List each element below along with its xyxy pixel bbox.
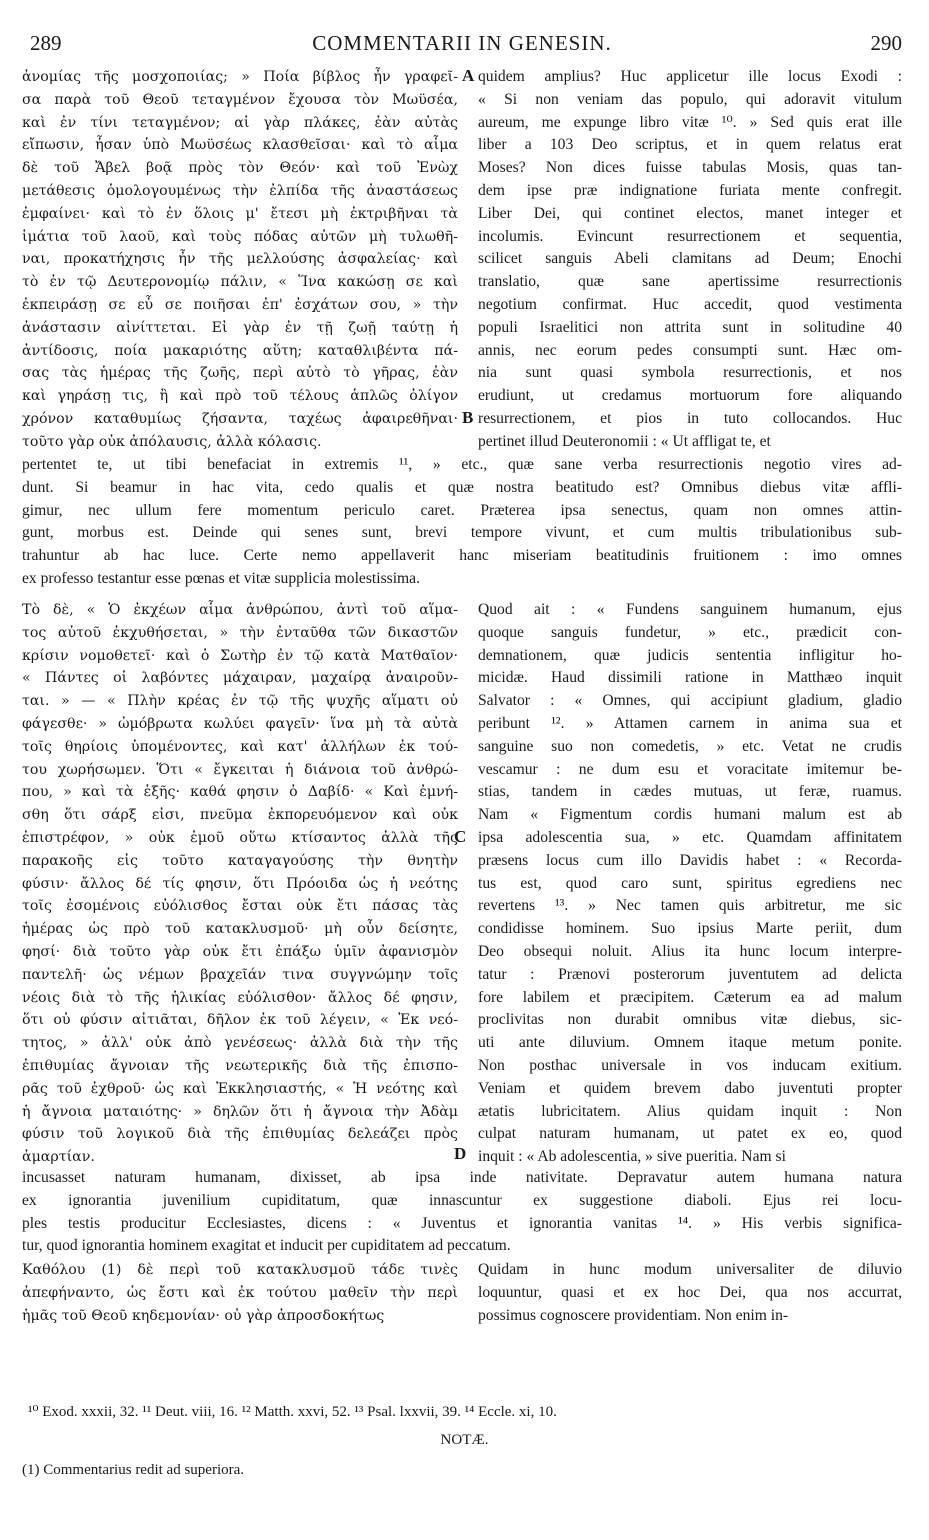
text-line: Deo obsequi noluit. Alius ita hunc locum interpre- [478, 942, 902, 960]
text-line: Moses? Non dices fuisse tabulas Mosis, quas tan- [478, 159, 902, 177]
text-line: ex ignorantia juvenilium cupiditatum, quæ innascuntur ex suggestione diaboli. Ejus rei locu- [22, 1191, 902, 1209]
text-line: liber a 103 Deo scriptus, et in quem relatus erat [478, 136, 902, 154]
text-line: Liber Dei, qui continet electos, manet integer et [478, 204, 902, 222]
text-line: τοῖς ἐσομένοις εὐόλισθος ἔσται οὐκ ἔτι πάσας τὰς [22, 898, 458, 915]
text-line: « Si non veniam das populo, qui adoravit vitulum [478, 90, 902, 108]
text-line: quidem amplius? Huc applicetur ille locus Exodi : [478, 68, 902, 85]
text-line: annis, nec eorum pedes consumpti sunt. Hæc om- [478, 341, 902, 359]
text-line: τητος, » ἀλλ' οὐκ ἀπὸ γενέσεως· ἀλλὰ διὰ τὴν τῆς [22, 1035, 458, 1052]
greek-column-3 [22, 1259, 458, 1327]
text-line: quoque sanguis fundetur, » etc., prædicit con- [478, 623, 902, 641]
text-line: ται. » — « Πλὴν κρέας ἐν τῷ τῆς ψυχῆς αἵματι οὐ [22, 693, 458, 710]
text-line: καὶ γηράσῃ τις, ἢ καὶ πρὸ τοῦ τέλους ἁπλῶς ὀλίγον [22, 388, 458, 405]
notae-heading: NOTÆ. [440, 1432, 489, 1448]
text-line: μετάθεσις ὁμολογουμένως τὴν ἐλπίδα τῆς ἀναστάσεως [22, 182, 458, 199]
text-line: peribunt ¹². » Attamen carnem in anima sua et [478, 714, 902, 732]
text-line: translatio, quæ sane apertissime resurrectionis [478, 273, 902, 291]
full-width-paragraph-1 [22, 454, 902, 591]
text-line: micidæ. Haud dissimili ratione in Matthæo inquit [478, 669, 902, 687]
text-line: ἀντίδοσις, ποία μακαριότης αὕτη; καταθλιβέντα πά- [22, 342, 458, 359]
text-line: τὸ ἐν τῷ Δευτερονομίῳ πάλιν, « Ἵνα κακώσῃ σε καὶ [22, 274, 458, 291]
text-line: Quidam in hunc modum universaliter de diluvio [478, 1261, 902, 1278]
text-line: χρόνον καταθυμίως ζήσαντα, ταχέως ἀφαιρεθῆναι· [22, 410, 458, 427]
greek-column-2 [22, 599, 458, 1169]
text-line: culpat naturam humanam, ut patet ex eo, quod [478, 1125, 902, 1143]
text-line: ἡ ἄγνοια ματαιότης· » δηλῶν ὅτι ἡ ἄγνοια τὴν Ἀδὰμ [22, 1103, 458, 1120]
text-line: « Πάντες οἱ λαβόντες μάχαιραν, μαχαίρᾳ ἀναιροῦν- [22, 670, 458, 687]
text-line: τοῖς θηρίοις ὑπομένοντες, καὶ κατ' ἀλλήλων ἐκ τού- [22, 738, 458, 755]
text-line: Salvator : « Omnes, qui accipiunt gladium, gladio [478, 692, 902, 710]
latin-column-1 [478, 66, 902, 454]
text-line: νέοις διὰ τὸ τῆς ἡλικίας εὐόλισθον· ἄλλος δέ φησιν, [22, 989, 458, 1006]
footnotes: ¹⁰ Exod. xxxii, 32. ¹¹ Deut. viii, 16. ¹² Matth. xxvi, 52. ¹³ Psal. lxxvii, 39. ¹⁴ Eccle. xi, 10. [28, 1404, 557, 1420]
margin-marker-b: B [462, 408, 474, 427]
text-line: που, » καὶ τὰ ἑξῆς· καθά φησιν ὁ Δαβίδ· « Καὶ ἐμνή- [22, 784, 458, 801]
text-line: παρακοῆς εἰς τοῦτο καταγαγούσης τὴν θνητὴν [22, 852, 458, 869]
text-line: Nam « Figmentum cordis humani malum est ab [478, 806, 902, 824]
notae-item: (1) Commentarius redit ad superiora. [22, 1462, 245, 1478]
text-line: ἡμᾶς τοῦ Θεοῦ κηδεμονίαν· οὐ γὰρ ἀπροσδοκήτως [22, 1307, 385, 1324]
text-line: ἐμφαίνει· καὶ τὸ ἐν ὅλοις μ' ἔτεσι μὴ ἐκτριβῆναι τὰ [22, 205, 458, 222]
text-line: δὲ τοῦ Ἄβελ βοᾷ πρὸς τὸν Θεόν· καὶ τοῦ Ἐνὼχ [22, 160, 458, 177]
text-line: καὶ ἐν τίνι τεταγμένον; αἱ γὰρ πλάκες, ἐὰν αὐτὰς [22, 114, 458, 131]
text-line: revertens ¹³. » Nec tamen quis arbitretur, me sic [478, 897, 902, 915]
text-line: dem ipse præ indignatione furiata mente confregit. [478, 181, 902, 199]
text-line: ἐπιστρέφον, » οὐκ ἐμοῦ οὕτω κτίσαντος ἀλλὰ τῆς [22, 829, 458, 846]
text-line: ætatis lubricitatem. Alius quidam inquit : Non [478, 1102, 902, 1120]
text-line: τοῦτο γὰρ οὐκ ἀπόλαυσις, ἀλλὰ κόλασις. [22, 433, 322, 450]
latin-column-3 [478, 1259, 902, 1327]
text-line: ἀπεφήναντο, ὡς ἔστι καὶ ἐκ τούτου μαθεῖν τὴν περὶ [22, 1284, 458, 1301]
text-line: uti ante diluvium. Omnem itaque metum ponite. [478, 1034, 902, 1052]
text-line: ἀνομίας τῆς μοσχοποιίας; » Ποία βίβλος ἦν γραφεῖ- [22, 69, 458, 85]
text-line: ἀνάστασιν αἰνίττεται. Εἰ γὰρ ἐν τῇ ζωῇ ταύτῃ ἡ [22, 319, 458, 336]
text-line: ναι, προκατήχησις ἦν τῆς μελλούσης ἀσφαλείας· καὶ [22, 251, 458, 268]
text-line: Τὸ δὲ, « Ὁ ἐκχέων αἷμα ἀνθρώπου, ἀντὶ τοῦ αἵμα- [22, 602, 458, 618]
margin-marker-d: D [454, 1144, 467, 1163]
text-line: Quod ait : « Fundens sanguinem humanum, ejus [478, 601, 902, 618]
text-line: pertinet illud Deuteronomii : « Ut affligat te, et [478, 432, 771, 450]
text-line: nia sunt quasi symbola resurrectionis, et nos [478, 364, 902, 382]
text-line: scilicet sanguis Abeli clamitans ad Deum; Enochi [478, 250, 902, 268]
text-line: Non posthac universale in vos inducam exitium. [478, 1056, 902, 1074]
text-line: inquit : « Ab adolescentia, » sive pueritia. Nam si [478, 1148, 786, 1166]
text-line: tur, quod ignorantia hominem exagitat et inducit per cupiditatem ad peccatum. [22, 1237, 511, 1255]
text-line: loquuntur, quasi et ex hoc Dei, qua nos accurrat, [478, 1283, 902, 1301]
text-line: του χωρήσωμεν. Ὅτι « ἔγκειται ἡ διάνοια τοῦ ἀνθρώ- [22, 761, 458, 778]
text-line: ἐπιθυμίας ἄγνοιαν τῆς νεωτερικῆς διὰ τῆς ἐπισπο- [22, 1057, 458, 1074]
text-line: ἁμαρτίαν. [22, 1149, 95, 1166]
text-line: ἡμέρας ὡς πρὸ τοῦ κατακλυσμοῦ· μὴ οὖν δείσητε, [22, 921, 458, 938]
text-line: incolumis. Evincunt resurrectionem et sequentia, [478, 227, 902, 245]
text-line: σας τὰς ἡμέρας τῆς ζωῆς, περὶ αὐτὸ τὸ γῆρας, ἐὰν [22, 365, 458, 382]
text-line: incusasset naturam humanam, dixisset, ab ipsa inde nativitate. Depravatur autem humana natura [22, 1169, 902, 1186]
text-line: sanguine suo non comedetis, » etc. Vetat ne crudis [478, 737, 902, 755]
text-line: vescamur : ne dum esu et voracitate imitemur be- [478, 760, 902, 778]
text-line: pertentet te, ut tibi benefaciat in extremis ¹¹, » etc., quæ sane verba resurrectionis negotio vires ad- [22, 456, 902, 473]
latin-column-2 [478, 599, 902, 1169]
text-line: aureum, me expunge libro vitæ ¹⁰. » Sed quis erat ille [478, 113, 902, 131]
text-line: stias, tandem in cædes mutuas, ut feræ, ruamus. [478, 783, 902, 801]
text-line: παντελῆ· ὡς νέμων βραχεῖάν τινα συγγνώμην τοῖς [22, 966, 458, 983]
text-line: φύσιν· ἄλλος δέ τίς φησιν, ὅτι Πρόοιδα ὡς ἡ νεότης [22, 875, 458, 892]
text-line: ἱμάτια τοῦ λαοῦ, καὶ τοὺς πόδας αὐτῶν μὴ τυλωθῆ- [22, 228, 458, 245]
text-line: proclivitas non durabit omnibus vitæ diebus, sic- [478, 1011, 902, 1029]
text-line: ipsa adolescentia sua, » etc. Quamdam affinitatem [478, 828, 902, 846]
text-line: Veniam et quidem brevem dabo juventuti propter [478, 1079, 902, 1097]
text-line: populi Israelitici non attrita sunt in solitudine 40 [478, 318, 902, 336]
text-line: φησί· διὰ τοῦτο γὰρ οὐκ ἔτι ἐπάξω ὑμῖν ἀφανισμὸν [22, 943, 458, 960]
text-line: ρᾶς τοῦ ἐχθροῦ· ὡς καὶ Ἐκκλησιαστής, « Ἡ νεότης καὶ [22, 1080, 458, 1097]
greek-column-1 [22, 66, 458, 454]
full-width-paragraph-2 [22, 1167, 902, 1258]
text-line: demnationem, quæ judicis sententia infligitur ho- [478, 646, 902, 664]
page-number-left: 289 [30, 31, 62, 55]
text-line: ex professo testantur esse pœnas et vitæ supplicia molestissima. [22, 569, 421, 587]
text-line: gimur, nec ullum fere momentum periculo caret. Præterea ipsa senectus, quam non omnes attin- [22, 501, 902, 519]
text-line: fore labilem et præcipitem. Cæterum ea ad malum [478, 988, 902, 1006]
text-line: ὅτι οὐ φύσιν αἰτιᾶται, δῆλον ἐκ τοῦ λέγειν, « Ἐκ νεό- [22, 1012, 458, 1029]
text-line: φύσιν τοῦ λογικοῦ διὰ τῆς ἐπιθυμίας δελεάζει πρὸς [22, 1126, 458, 1143]
text-line: κρίσιν νομοθετεῖ· καὶ ὁ Σωτὴρ ἐν τῷ κατὰ Ματθαῖον· [22, 647, 458, 664]
text-line: præsens locus cum illo Davidis habet : « Recorda- [478, 851, 902, 869]
running-title: COMMENTARII IN GENESIN. [312, 31, 612, 55]
text-line: ἐκπειράσῃ σε εὖ σε ποιῆσαι ἐπ' ἐσχάτων σου, » τὴν [22, 296, 458, 313]
text-line: tatur : Prænovi posterorum juventutem ad delicta [478, 965, 902, 983]
margin-marker-c: C [454, 827, 467, 846]
text-line: φάγεσθε· » ὠμόβρωτα κωλύει φαγεῖν· ἵνα μὴ τὰ αὐτὰ [22, 715, 458, 732]
text-line: Καθόλου (1) δὲ περὶ τοῦ κατακλυσμοῦ τάδε τινὲς [22, 1262, 458, 1278]
text-line: gunt, morbus est. Deinde qui senes sunt, brevi tempore vivunt, et cum multis tribulationibus sub- [22, 524, 902, 542]
text-line: condidisse hominem. Suo ipsius Marte periit, dum [478, 920, 902, 938]
text-line: resurrectionem, et pios in tuto collocandos. Huc [478, 409, 902, 427]
text-line: τος αὐτοῦ ἐκχυθήσεται, » τὴν ἐνταῦθα τῶν δικαστῶν [22, 624, 458, 641]
text-line: εἴπωσιν, ἦσαν ὑπὸ Μωϋσέως κλασθεῖσαι· καὶ τὸ αἷμα [22, 137, 458, 154]
text-line: dunt. Si beamur in hac vita, cedo qualis et quæ nostra beatitudo est? Omnibus diebus vitæ affli- [22, 478, 902, 496]
text-line: σθη ὅτι σάρξ εἰσι, πνεῦμα ἐκπορευόμενον καὶ οὐκ [22, 807, 458, 824]
text-line: trahuntur ab hac luce. Certe nemo appellaverit hanc miseriam beatitudinis fruitionem : imo omnes [22, 547, 902, 565]
text-line: tus est, quod caro sunt, spiritus egrediens nec [478, 874, 902, 892]
margin-marker-a: A [462, 66, 475, 85]
text-line: negotium confirmat. Huc accedit, quod vestimenta [478, 295, 902, 313]
page-number-right: 290 [870, 31, 902, 55]
text-line: ples testis producitur Ecclesiastes, dicens : « Juventus et ignorantia vanitas ¹⁴. » His verbis significa- [22, 1214, 902, 1232]
text-line: possimus cognoscere providentiam. Non enim in- [478, 1306, 789, 1324]
text-line: σα παρὰ τοῦ Θεοῦ τεταγμένον ἔχουσα τὸν Μωϋσέα, [22, 91, 458, 108]
text-line: erudiunt, ut credamus mortuorum fore aliquando [478, 387, 902, 405]
running-header [22, 28, 902, 58]
